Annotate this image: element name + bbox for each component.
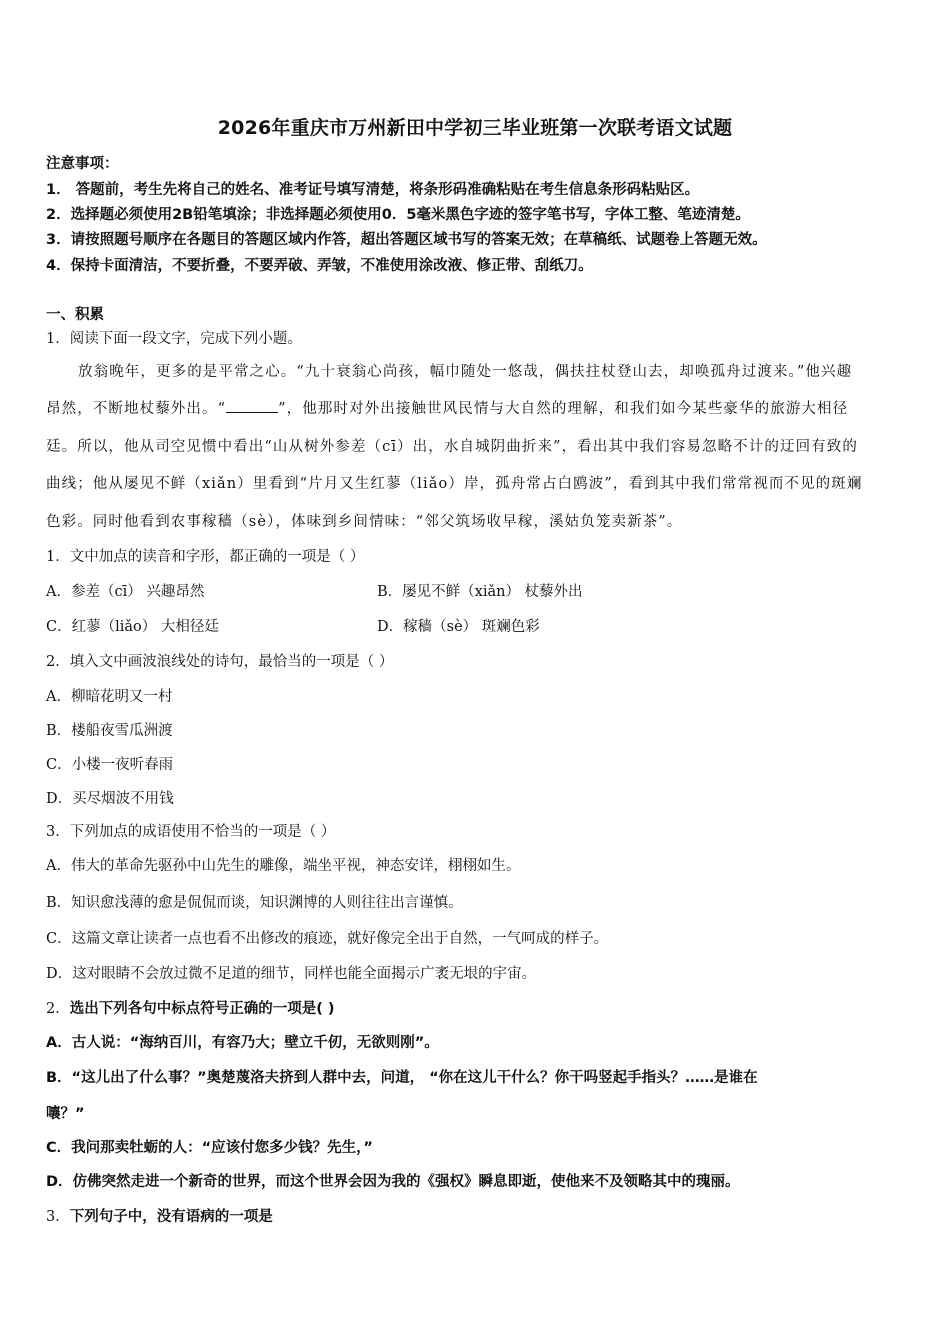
sub1-option-d: D．稼穑（sè） 斑斓色彩: [377, 619, 540, 635]
sub3-option-c: C．这篇文章让读者一点也看不出修改的痕迹，就好像完全出于自然，一气呵成的样子。: [46, 931, 609, 947]
sub3-stem: 3．下列加点的成语使用不恰当的一项是（ ）: [46, 824, 336, 840]
q2-option-c: C．我问那卖牡蛎的人：“应该付您多少钱？先生，”: [46, 1140, 373, 1156]
sub3-option-d: D．这对眼睛不会放过微不足道的细节，同样也能全面揭示广袤无垠的宇宙。: [46, 966, 537, 982]
wavy-blank: [226, 400, 278, 413]
notice-item-1: 1． 答题前，考生先将自己的姓名、准考证号填写清楚，将条形码准确粘贴在考生信息条形码粘贴区。: [46, 182, 700, 198]
passage-line-4: 曲线；他从屡见不鲜（xiǎn）里看到“片月又生红蓼（liǎo）岸，孤舟常占白鸥波”，看到其中我们常常视而不见的斑斓: [46, 476, 863, 492]
passage-line-3: 廷。所以，他从司空见惯中看出“山从树外参差（cī）出，水自城阴曲折来”，看出其中我们容易忽略不计的迂回有致的: [46, 439, 858, 455]
q2-option-b-line1: B．“这儿出了什么事？”奥楚蔑洛夫挤到人群中去，问道， “你在这儿干什么？你干吗竖起手指头？……是谁在: [46, 1070, 758, 1086]
sub2-stem: 2．填入文中画波浪线处的诗句，最恰当的一项是（ ）: [46, 654, 394, 670]
notice-item-3: 3．请按照题号顺序在各题目的答题区域内作答，超出答题区域书写的答案无效；在草稿纸、试题卷上答题无效。: [46, 232, 767, 248]
notice-item-4: 4．保持卡面清洁，不要折叠，不要弄破、弄皱，不准使用涂改液、修正带、刮纸刀。: [46, 258, 593, 274]
sub2-option-c: C．小楼一夜听春雨: [46, 757, 174, 773]
section-heading: 一、积累: [46, 307, 104, 323]
question-3-stem: 下列句子中，没有语病的一项是: [69, 1209, 273, 1225]
q2-option-b-line2: 嚷？”: [46, 1106, 85, 1122]
passage-line-2: [46, 397, 848, 418]
q2-option-a: A．古人说：“海纳百川，有容乃大；壁立千仞，无欲则刚”。: [46, 1035, 439, 1051]
sub2-option-b: B．楼船夜雪瓜洲渡: [46, 723, 173, 739]
sub2-option-d: D．买尽烟波不用钱: [46, 791, 174, 807]
sub1-option-b: B．屡见不鲜（xiǎn） 杖藜外出: [377, 584, 583, 600]
page-title: 2026年重庆市万州新田中学初三毕业班第一次联考语文试题: [217, 117, 733, 139]
question-2: [46, 997, 335, 1018]
sub1-option-a: A．参差（cī） 兴趣昂然: [46, 584, 205, 600]
notice-item-2: 2．选择题必须使用2B铅笔填涂；非选择题必须使用0．5毫米黑色字迹的签字笔书写，字体工整、笔迹清楚。: [46, 207, 750, 223]
sub1-option-c: C．红蓼（liǎo） 大相径廷: [46, 619, 219, 635]
passage-line-5: 色彩。同时他看到农事稼穑（sè），体味到乡间情味：“邻父筑场收早稼，溪姑负笼卖新茶”。: [46, 514, 683, 530]
passage-line-2-end: ”，他那时对外出接触世风民情与大自然的理解，和我们如今某些豪华的旅游大相径: [278, 401, 849, 417]
sub3-option-b: B．知识愈浅薄的愈是侃侃而谈，知识渊博的人则往往出言谨慎。: [46, 895, 463, 911]
sub2-option-a: A．柳暗花明又一村: [46, 689, 173, 705]
question-1-intro: 1．阅读下面一段文字，完成下列小题。: [46, 331, 302, 347]
passage-line-2-start: 昂然，不断地杖藜外出。“: [46, 401, 227, 417]
question-3-number: 3．: [46, 1209, 70, 1225]
q2-option-d: D．仿佛突然走进一个新奇的世界，而这个世界会因为我的《强权》瞬息即逝，使他来不及领略其中的瑰丽。: [46, 1174, 740, 1190]
passage-line-1: 放翁晚年，更多的是平常之心。“九十衰翁心尚孩，幅巾随处一悠哉，偶扶拄杖登山去，却唤孤舟过渡来。”他兴趣: [78, 364, 853, 380]
question-2-stem: 选出下列各句中标点符号正确的一项是( ): [69, 1001, 335, 1017]
sub1-stem: 1．文中加点的读音和字形，都正确的一项是（ ）: [46, 549, 365, 565]
question-3: [46, 1205, 273, 1226]
question-2-number: 2．: [46, 1001, 70, 1017]
sub3-option-a: A．伟大的革命先驱孙中山先生的雕像，端坐平视，神态安详，栩栩如生。: [46, 858, 521, 874]
notice-heading: 注意事项：: [46, 156, 119, 172]
